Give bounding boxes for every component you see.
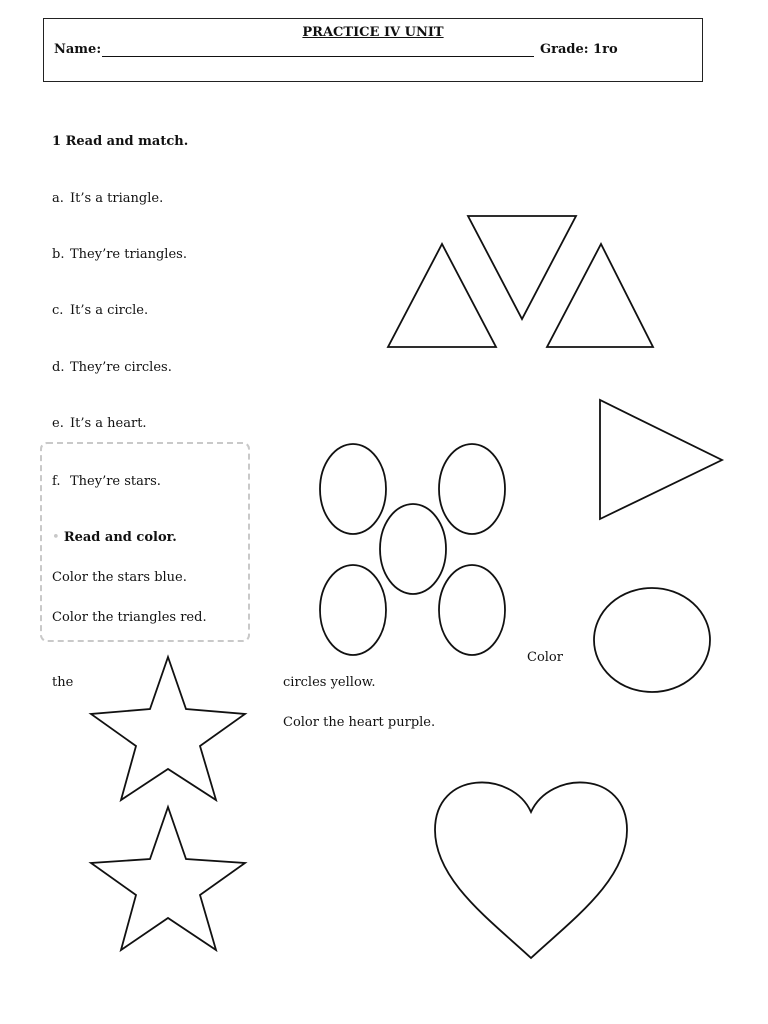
item-letter: d. [52, 360, 65, 375]
name-label: Name: [54, 42, 102, 57]
oval-icon[interactable] [320, 444, 386, 534]
instruction-stars: Color the stars blue. [52, 570, 187, 585]
triangle-icon[interactable] [547, 244, 653, 347]
oval-icon[interactable] [439, 565, 505, 655]
heart-icon[interactable] [435, 782, 627, 958]
item-letter: a. [52, 191, 64, 206]
item-letter: c. [52, 303, 64, 318]
bullet-icon: • [52, 530, 60, 545]
triangle-icon[interactable] [600, 400, 722, 519]
item-text: They’re stars. [70, 474, 161, 489]
item-letter: b. [52, 247, 65, 262]
grade-label: Grade: 1ro [540, 42, 618, 57]
item-text: It’s a heart. [70, 416, 147, 431]
item-text: It’s a circle. [70, 303, 149, 318]
item-text: It’s a triangle. [70, 191, 164, 206]
section2-heading: Read and color. [63, 530, 177, 545]
oval-icon[interactable] [380, 504, 446, 594]
star-icon[interactable] [91, 807, 245, 950]
instruction-circles-the-word: the [52, 675, 74, 690]
item-letter: f. [52, 474, 61, 489]
triangle-icon[interactable] [388, 244, 496, 347]
instruction-triangles: Color the triangles red. [52, 610, 207, 625]
instruction-heart: Color the heart purple. [283, 715, 436, 730]
triangle-icon[interactable] [468, 216, 576, 319]
item-text: They’re circles. [70, 360, 172, 375]
worksheet-title: PRACTICE IV UNIT [302, 25, 444, 40]
instruction-circles-color-word: Color [527, 650, 563, 665]
instruction-circles-rest: circles yellow. [283, 675, 376, 690]
oval-icon[interactable] [439, 444, 505, 534]
circle-icon[interactable] [594, 588, 710, 692]
item-letter: e. [52, 416, 64, 431]
section1-heading: 1 Read and match. [52, 134, 189, 149]
oval-icon[interactable] [320, 565, 386, 655]
item-text: They’re triangles. [70, 247, 187, 262]
star-icon[interactable] [91, 657, 245, 800]
